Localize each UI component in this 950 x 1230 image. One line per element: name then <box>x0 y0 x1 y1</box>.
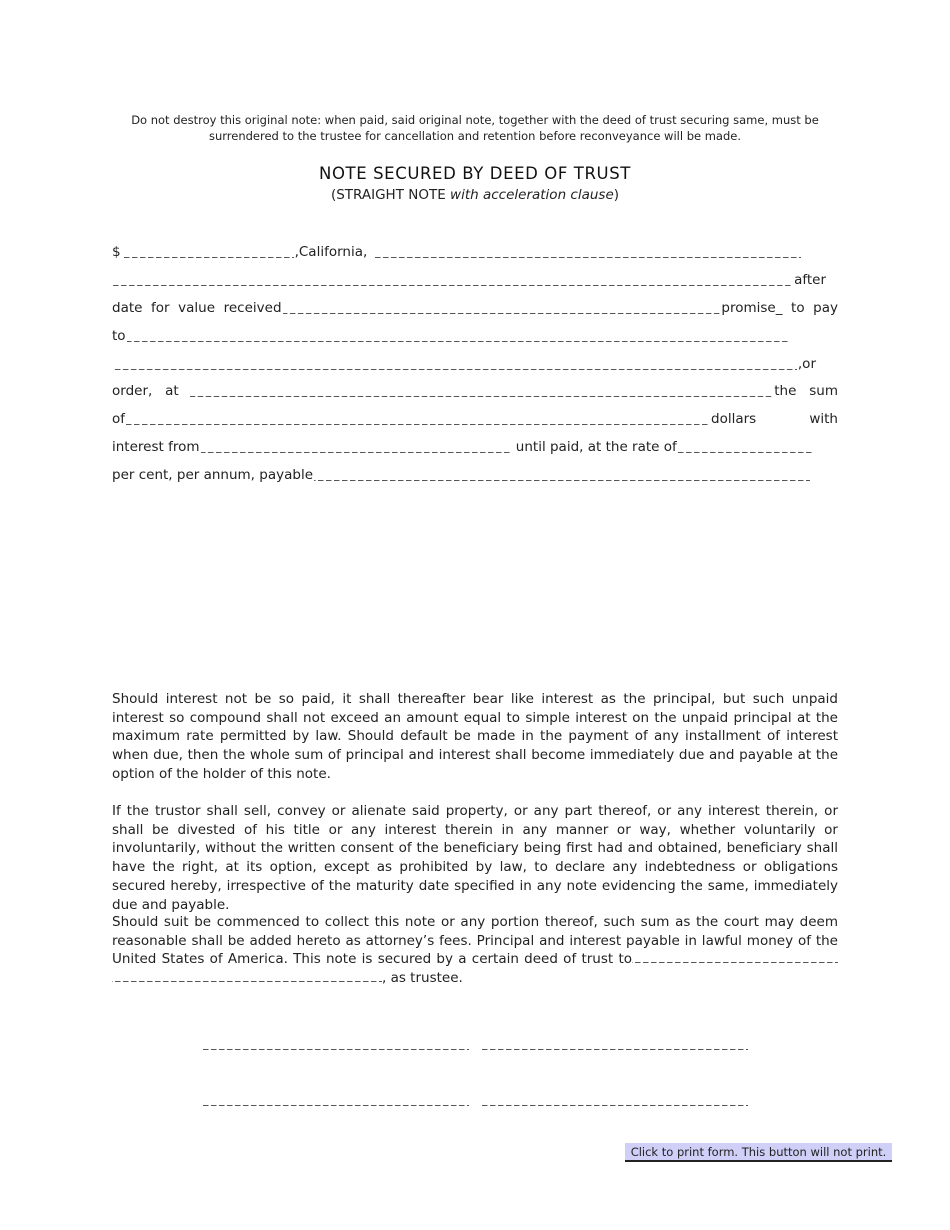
line-to <box>112 326 838 346</box>
of-label: of <box>112 411 126 427</box>
payable-field[interactable] <box>314 469 810 481</box>
order-at-label: order, at <box>112 383 179 399</box>
print-form-button[interactable]: Click to print form. This button will not print. <box>625 1143 892 1162</box>
signature-line-4[interactable] <box>480 1096 748 1106</box>
paragraph-acceleration: If the trustor shall sell, convey or alienate said property, or any part thereof, or any interest therein, or shall be divested of his title or any interest therein in any manner or way, whether voluntarily or involuntarily, without the written consent of the beneficiary being first had and obtained, beneficiary shall have the right, at its option, except as prohibited by law, to declare any indebtedness or obligations secured hereby, irrespective of the maturity date specified in any note evidencing the same, immediately due and payable. <box>112 803 838 913</box>
line-amount-location <box>112 242 838 262</box>
rate-field[interactable] <box>678 441 814 453</box>
signature-line-3[interactable] <box>201 1096 469 1106</box>
trustee-continued-field[interactable] <box>112 971 382 982</box>
or-label: ,or <box>797 356 816 372</box>
interest-from-label: interest from <box>112 439 200 455</box>
interest-from-field[interactable] <box>201 441 511 453</box>
payee-field[interactable] <box>127 330 789 342</box>
line-order-at <box>112 381 838 401</box>
dollars-label: dollars <box>711 411 757 427</box>
subtitle-close: ) <box>613 187 620 203</box>
signature-line-2[interactable] <box>480 1040 748 1050</box>
per-cent-label: per cent, per annum, payable <box>112 467 313 483</box>
promisor-field[interactable] <box>283 302 721 314</box>
retention-notice: Do not destroy this original note: when paid, said original note, together with the deed of trust securing same, must be surrendered to the trustee for cancellation and retention before reconveyance will be made. <box>131 113 819 143</box>
line-per-cent <box>112 465 838 485</box>
amount-field[interactable] <box>122 246 294 258</box>
the-sum-label: the sum <box>774 383 838 399</box>
paragraph-attorney-fees-text: Should suit be commenced to collect this note or any portion thereof, such sum as the court may deem reasonable shall be added hereto as attorney’s fees. Principal and interest payable in lawful money of the United States of America. This note is secured by a certain deed of trust to <box>112 914 838 968</box>
line-of-dollars <box>112 409 838 429</box>
to-label: to <box>112 328 126 344</box>
line-or <box>112 354 838 374</box>
trustee-field[interactable] <box>632 952 838 963</box>
line-interest-from <box>112 437 838 457</box>
as-trustee-label: , as trustee. <box>382 970 463 987</box>
promise-label: promise_ to pay <box>721 300 838 316</box>
form-subtitle <box>112 187 838 203</box>
line-after <box>112 270 838 290</box>
california-label: ,California, <box>294 244 368 260</box>
sum-words-field[interactable] <box>126 413 710 425</box>
payee-continued-field[interactable] <box>113 358 797 370</box>
date-place-field[interactable] <box>373 246 801 258</box>
paragraph-interest-default: Should interest not be so paid, it shall thereafter bear like interest as the principal, but such unpaid interest so compound shall not exceed an amount equal to simple interest on the unpaid principal at the maximum rate permitted by law. Should default be made in the payment of any installment of interest when due, then the whole sum of principal and interest shall become immediately due and payable at the option of the holder of this note. <box>112 691 838 782</box>
after-label: after <box>794 272 826 288</box>
date-value-label: date for value received <box>112 300 282 316</box>
until-paid-label: until paid, at the rate of <box>511 439 677 455</box>
signature-line-1[interactable] <box>201 1040 469 1050</box>
paragraph-attorney-fees <box>112 913 838 988</box>
subtitle-italic: with acceleration clause <box>450 187 614 203</box>
form-title: NOTE SECURED BY DEED OF TRUST <box>319 164 631 183</box>
subtitle-open: (STRAIGHT NOTE <box>330 187 451 203</box>
line-date-value <box>112 298 838 318</box>
payment-place-field[interactable] <box>190 385 773 397</box>
with-label: with <box>809 411 838 427</box>
term-field[interactable] <box>113 274 793 286</box>
dollar-sign: $ <box>112 244 121 260</box>
